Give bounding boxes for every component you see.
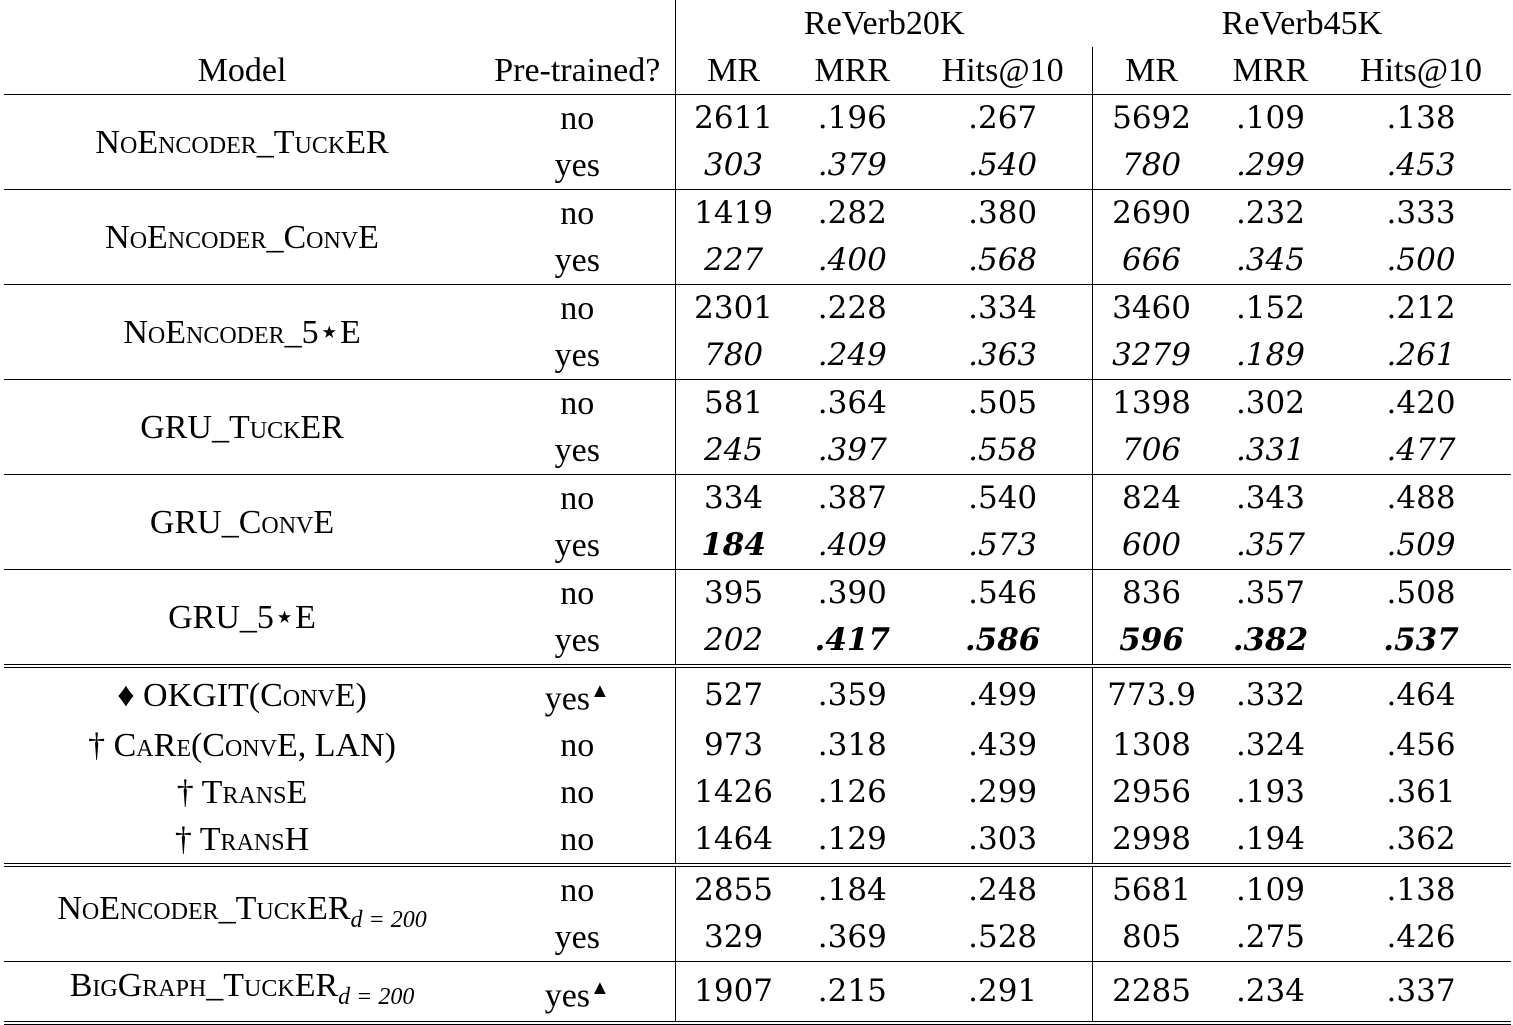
metric-cell: 1464 xyxy=(675,816,792,865)
metric-cell: .234 xyxy=(1210,962,1331,1023)
pretrained-cell: no xyxy=(480,190,675,238)
pretrained-cell: no xyxy=(480,865,675,914)
metric-cell: 1426 xyxy=(675,769,792,816)
model-name: GRU_ConvE xyxy=(4,475,480,570)
metric-cell: .397 xyxy=(817,432,887,468)
metric-cell: .248 xyxy=(913,865,1093,914)
metric-cell: .282 xyxy=(792,190,913,238)
metric-cell: .138 xyxy=(1331,95,1511,143)
metric-cell: 2690 xyxy=(1093,190,1210,238)
metric-cell: 973 xyxy=(675,722,792,769)
metric-cell: .196 xyxy=(792,95,913,143)
metric-cell: 3279 xyxy=(1093,332,1210,380)
model-name: NoEncoder_TuckER xyxy=(4,95,480,190)
metric-cell: 329 xyxy=(675,914,792,962)
metric-cell: .499 xyxy=(913,666,1093,722)
metric-cell: 2611 xyxy=(675,95,792,143)
pretrained-cell: no xyxy=(480,285,675,333)
metric-cell: .439 xyxy=(968,727,1038,764)
metric-cell: .453 xyxy=(1386,147,1456,183)
model-name: NoEncoder_5⋆E xyxy=(4,285,480,380)
metric-cell: .359 xyxy=(792,666,913,722)
table-row xyxy=(4,865,1511,914)
metric-cell: .540 xyxy=(913,475,1093,523)
model-header: Model xyxy=(197,52,287,89)
dataset-header: ReVerb20K xyxy=(675,0,1093,47)
baseline-row xyxy=(4,816,1511,865)
metric-cell: .369 xyxy=(817,919,887,956)
metric-cell: .387 xyxy=(792,475,913,523)
table-row xyxy=(4,570,1511,618)
metric-cell: .456 xyxy=(1386,727,1456,764)
metric-header-row xyxy=(4,47,1511,95)
metric-cell: .109 xyxy=(1210,865,1331,914)
metric-cell: .362 xyxy=(1386,821,1456,858)
pretrained-cell: yes xyxy=(554,432,600,469)
metric-cell: .215 xyxy=(792,962,913,1023)
metric-cell: 2301 xyxy=(675,285,792,333)
metric-cell: .152 xyxy=(1210,285,1331,333)
metric-cell: .275 xyxy=(1235,919,1305,956)
metric-header: Hits@10 xyxy=(1360,52,1483,89)
metric-cell: .558 xyxy=(968,432,1038,468)
metric-cell: .363 xyxy=(968,337,1038,373)
table-body xyxy=(4,95,1511,1024)
metric-cell: .509 xyxy=(1386,527,1456,563)
metric-cell: .184 xyxy=(792,865,913,914)
table-row xyxy=(4,380,1511,428)
metric-cell: .417 xyxy=(814,622,891,658)
metric-cell: .426 xyxy=(1386,919,1456,956)
pretrained-cell: no xyxy=(560,821,595,859)
metric-cell: .267 xyxy=(913,95,1093,143)
model-name: ♦ OKGIT(ConvE) xyxy=(4,666,480,722)
metric-header: MR xyxy=(675,47,792,95)
metric-cell: 184 xyxy=(675,522,792,570)
metric-cell: .400 xyxy=(817,242,887,278)
pretrained-cell: yes▲ xyxy=(480,666,675,722)
metric-cell: 2855 xyxy=(675,865,792,914)
metric-cell: .568 xyxy=(968,242,1038,278)
metric-cell: .540 xyxy=(968,147,1038,183)
metric-cell: 395 xyxy=(675,570,792,618)
metric-cell: 1308 xyxy=(1093,722,1210,769)
metric-cell: .361 xyxy=(1386,774,1456,811)
pretrained-cell: yes xyxy=(554,622,600,659)
triangle-marker-icon: ▲ xyxy=(590,976,610,999)
metric-cell: 5692 xyxy=(1093,95,1210,143)
metric-cell: 2285 xyxy=(1093,962,1210,1023)
metric-cell: .138 xyxy=(1331,865,1511,914)
pretrained-cell: no xyxy=(480,475,675,523)
metric-cell: 227 xyxy=(675,237,792,285)
metric-cell: .464 xyxy=(1331,666,1511,722)
metric-cell: 581 xyxy=(675,380,792,428)
metric-cell: .357 xyxy=(1210,570,1331,618)
pretrained-cell: no xyxy=(560,774,595,812)
metric-cell: 596 xyxy=(1093,617,1210,666)
table-row xyxy=(4,285,1511,333)
metric-header: MRR xyxy=(814,52,891,89)
metric-cell: .291 xyxy=(913,962,1093,1023)
metric-cell: .420 xyxy=(1331,380,1511,428)
metric-cell: .193 xyxy=(1235,774,1305,811)
metric-cell: .261 xyxy=(1386,337,1456,373)
metric-cell: .228 xyxy=(792,285,913,333)
pretrained-cell: yes xyxy=(554,337,600,374)
metric-cell: 245 xyxy=(675,427,792,475)
metric-cell: .333 xyxy=(1331,190,1511,238)
metric-cell: 202 xyxy=(675,617,792,666)
model-name: BigGraph_TuckER$_{d = 200}$ xyxy=(4,962,480,1023)
metric-header: Hits@10 xyxy=(941,52,1064,89)
metric-cell: .109 xyxy=(1210,95,1331,143)
metric-cell: .477 xyxy=(1386,432,1456,468)
baseline-row xyxy=(4,722,1511,769)
metric-cell: .537 xyxy=(1383,622,1459,658)
metric-cell: .318 xyxy=(817,727,887,764)
metric-cell: 780 xyxy=(675,332,792,380)
pretrained-cell: yes xyxy=(554,527,600,564)
metric-cell: .126 xyxy=(817,774,887,811)
dataset-header-row xyxy=(4,0,1511,47)
metric-cell: .299 xyxy=(968,774,1038,811)
metric-cell: 527 xyxy=(675,666,792,722)
pretrained-cell: yes xyxy=(554,919,600,957)
metric-cell: .343 xyxy=(1210,475,1331,523)
metric-cell: .379 xyxy=(817,147,887,183)
model-name: † TransE xyxy=(176,774,308,812)
metric-cell: 824 xyxy=(1093,475,1210,523)
metric-cell: 805 xyxy=(1093,914,1210,962)
metric-cell: .390 xyxy=(792,570,913,618)
metric-cell: .331 xyxy=(1235,432,1305,468)
metric-cell: 1907 xyxy=(675,962,792,1023)
pretrained-cell: yes xyxy=(554,147,600,184)
table-row xyxy=(4,95,1511,143)
metric-cell: 1398 xyxy=(1093,380,1210,428)
metric-cell: 836 xyxy=(1093,570,1210,618)
metric-cell: .528 xyxy=(968,919,1038,956)
metric-cell: .299 xyxy=(1235,147,1305,183)
metric-cell: .194 xyxy=(1235,821,1305,858)
metric-cell: .337 xyxy=(1331,962,1511,1023)
metric-cell: .332 xyxy=(1210,666,1331,722)
metric-cell: .334 xyxy=(913,285,1093,333)
metric-cell: .345 xyxy=(1235,242,1305,278)
metric-cell: .488 xyxy=(1331,475,1511,523)
metric-cell: .357 xyxy=(1235,527,1305,563)
metric-cell: 303 xyxy=(675,142,792,190)
pretrained-header: Pre-trained? xyxy=(494,52,661,89)
pretrained-cell: yes xyxy=(554,242,600,279)
metric-cell: 780 xyxy=(1093,142,1210,190)
metric-cell: .573 xyxy=(968,527,1038,563)
model-name: † CaRe(ConvE, LAN) xyxy=(88,727,396,765)
metric-cell: 334 xyxy=(675,475,792,523)
metric-cell: 5681 xyxy=(1093,865,1210,914)
model-name: NoEncoder_ConvE xyxy=(4,190,480,285)
metric-header: MR xyxy=(1093,47,1210,95)
metric-cell: .232 xyxy=(1210,190,1331,238)
pretrained-cell: yes▲ xyxy=(480,962,675,1023)
metric-cell: .505 xyxy=(913,380,1093,428)
metric-cell: .189 xyxy=(1235,337,1305,373)
metric-cell: 706 xyxy=(1093,427,1210,475)
triangle-marker-icon: ▲ xyxy=(590,680,610,702)
model-name: GRU_TuckER xyxy=(4,380,480,475)
metric-cell: .249 xyxy=(817,337,887,373)
table-row xyxy=(4,190,1511,238)
results-table xyxy=(4,0,1511,1025)
metric-cell: .303 xyxy=(968,821,1038,858)
table-row xyxy=(4,475,1511,523)
metric-cell: .302 xyxy=(1210,380,1331,428)
metric-cell: .586 xyxy=(964,622,1041,658)
pretrained-cell: no xyxy=(480,380,675,428)
metric-cell: 666 xyxy=(1093,237,1210,285)
metric-cell: .409 xyxy=(817,527,887,563)
metric-cell: 2998 xyxy=(1093,816,1210,865)
metric-cell: 600 xyxy=(1093,522,1210,570)
metric-cell: .500 xyxy=(1386,242,1456,278)
metric-cell: 773.9 xyxy=(1093,666,1210,722)
metric-cell: .364 xyxy=(792,380,913,428)
dataset-header: ReVerb45K xyxy=(1221,5,1383,42)
metric-cell: .324 xyxy=(1235,727,1305,764)
metric-cell: .129 xyxy=(817,821,887,858)
model-name: † TransH xyxy=(174,821,310,859)
metric-cell: .382 xyxy=(1232,622,1309,658)
pretrained-cell: no xyxy=(560,727,595,765)
baseline-row xyxy=(4,769,1511,816)
table-row xyxy=(4,962,1511,1023)
metric-cell: 3460 xyxy=(1093,285,1210,333)
metric-cell: .546 xyxy=(913,570,1093,618)
pretrained-cell: no xyxy=(480,95,675,143)
metric-cell: .380 xyxy=(913,190,1093,238)
metric-cell: .508 xyxy=(1331,570,1511,618)
metric-cell: .212 xyxy=(1331,285,1511,333)
metric-header: MRR xyxy=(1232,52,1309,89)
metric-cell: 2956 xyxy=(1093,769,1210,816)
metric-cell: 1419 xyxy=(675,190,792,238)
pretrained-cell: no xyxy=(480,570,675,618)
model-name: NoEncoder_TuckER$_{d = 200}$ xyxy=(4,865,480,962)
baseline-row xyxy=(4,666,1511,722)
model-name: GRU_5⋆E xyxy=(4,570,480,667)
